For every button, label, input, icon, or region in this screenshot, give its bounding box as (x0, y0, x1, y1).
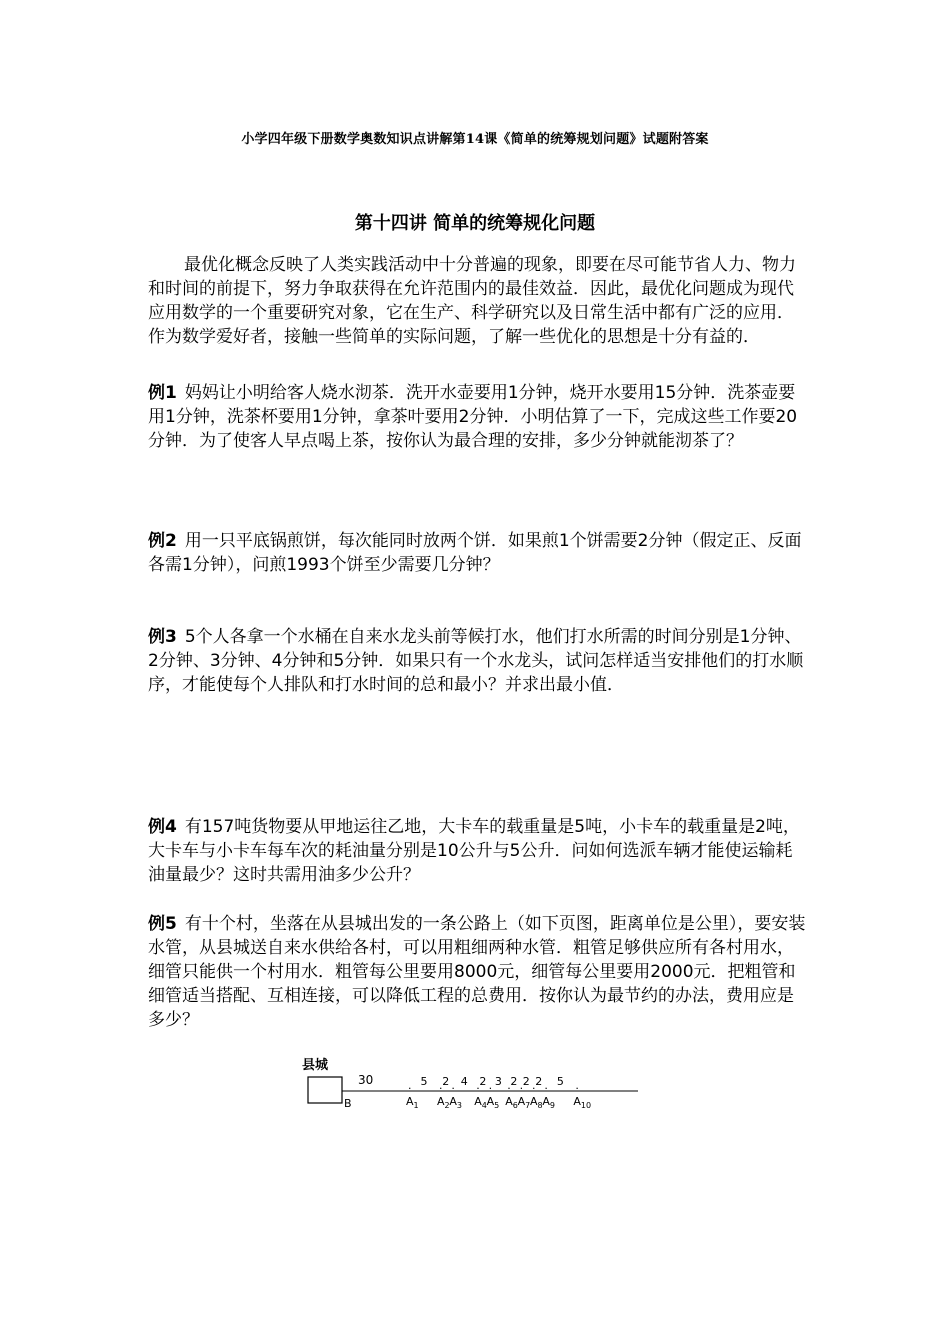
village-label-a2: $A_2$ (437, 1095, 450, 1110)
village-marks (406, 1075, 591, 1110)
example-label: 例1 (148, 383, 177, 403)
example-label: 例3 (148, 627, 177, 647)
village-dot: . (575, 1079, 579, 1092)
gap-distance-label: 4 (460, 1075, 468, 1088)
village-label-a4: $A_4$ (474, 1095, 487, 1110)
town-box (308, 1077, 342, 1103)
village-pipeline-diagram (300, 1055, 650, 1115)
gap-distance-label: 5 (556, 1075, 564, 1088)
example-label: 例5 (148, 914, 177, 934)
gap-distance-label: 3 (494, 1075, 502, 1088)
village-label-a1: $A_1$ (406, 1095, 419, 1110)
gap-distance-label: 2 (479, 1075, 487, 1088)
example-text: 妈妈让小明给客人烧水沏茶．洗开水壶要用1分钟，烧开水要用15分钟．洗茶壶要用1分钟，洗茶杯要用1分钟，拿茶叶要用2分钟．小明估算了一下，完成这些工作要20分钟．为了使客人早点喝上茶，按你认为最合理的安排，多少分钟就能沏茶了？ (148, 383, 798, 451)
example-3 (148, 625, 808, 697)
village-dot: . (488, 1079, 493, 1092)
gap-distance-label: 2 (522, 1075, 530, 1088)
village-dot: . (507, 1079, 511, 1092)
point-b-label: B (344, 1097, 352, 1110)
village-label-a9: $A_9$ (542, 1095, 556, 1110)
village-label-a7: $A_7$ (517, 1095, 531, 1110)
village-dot: . (476, 1079, 480, 1092)
gap-distance-label: 5 (420, 1075, 428, 1088)
example-4 (148, 815, 808, 887)
example-text: 有157吨货物要从甲地运往乙地，大卡车的载重量是5吨，小卡车的载重量是2吨，大卡车与小卡车每车次的耗油量分别是10公升与5公升．问如何选派车辆才能使运输耗油量最少？这时共需用油多少公升？ (148, 817, 800, 885)
example-label: 例4 (148, 817, 177, 837)
gap-distance-label: 2 (442, 1075, 450, 1088)
example-text: 5个人各拿一个水桶在自来水龙头前等候打水，他们打水所需的时间分别是1分钟、2分钟、3分钟、4分钟和5分钟．如果只有一个水龙头，试问怎样适当安排他们的打水顺序，才能使每个人排队和打水时间的总和最小？并求出最小值． (148, 627, 804, 695)
village-label-a8: $A_8$ (530, 1095, 543, 1110)
example-2 (148, 529, 808, 577)
town-label: 县城 (302, 1058, 329, 1073)
gap-distance-label: 2 (535, 1075, 543, 1088)
village-label-a3: $A_3$ (449, 1095, 463, 1110)
village-dot: . (544, 1079, 548, 1092)
village-dot: . (532, 1079, 536, 1092)
example-text: 有十个村，坐落在从县城出发的一条公路上（如下页图，距离单位是公里），要安装水管，从县城送自来水供给各村，可以用粗细两种水管．粗管足够供应所有各村用水，细管只能供一个村用水．粗管每公里要用8000元，细管每公里要用2000元．把粗管和细管适当搭配、互相连接，可以降低工程的总费用．按你认为最节约的办法，费用应是多少？ (148, 914, 806, 1030)
example-1 (148, 381, 808, 453)
example-label: 例2 (148, 531, 177, 551)
example-text: 用一只平底锅煎饼，每次能同时放两个饼．如果煎1个饼需要2分钟（假定正、反面各需1分钟），问煎1993个饼至少需要几分钟？ (148, 531, 802, 575)
village-label-a6: $A_6$ (505, 1095, 518, 1110)
village-label-a5: $A_5$ (486, 1095, 500, 1110)
village-dot: . (439, 1079, 443, 1092)
first-distance-label: 30 (358, 1073, 374, 1087)
lecture-title: 第十四讲 简单的统筹规化问题 (354, 213, 596, 234)
page-title: 小学四年级下册数学奥数知识点讲解第14课《简单的统筹规划问题》试题附答案 (241, 132, 709, 147)
village-dot: . (519, 1079, 524, 1092)
village-label-a10: $A_{10}$ (573, 1095, 592, 1110)
intro-paragraph: 最优化概念反映了人类实践活动中十分普遍的现象，即要在尽可能节省人力、物力和时间的前提下，努力争取获得在允许范围内的最佳效益．因此，最优化问题成为现代应用数学的一个重要研究对象，它在生产、科学研究以及日常生活中都有广泛的应用．作为数学爱好者，接触一些简单的实际问题，了解一些优化的思想是十分有益的． (148, 255, 796, 347)
example-5 (148, 912, 808, 1032)
gap-distance-label: 2 (510, 1075, 518, 1088)
village-dot: . (408, 1079, 412, 1092)
village-dot: . (451, 1079, 455, 1092)
